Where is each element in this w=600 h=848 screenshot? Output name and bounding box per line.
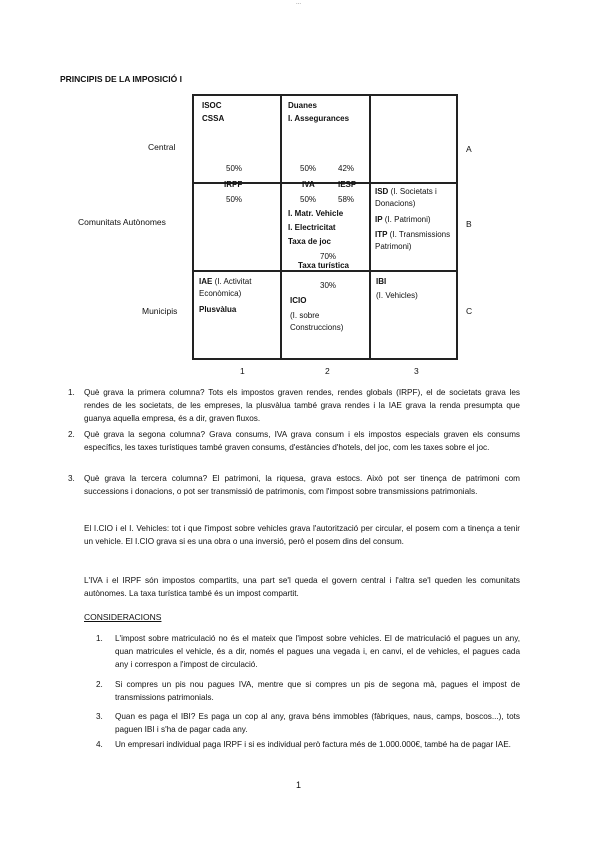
cell-b2-matr-vehicle: I. Matr. Vehicle (288, 209, 344, 218)
consideration-number: 4. (96, 740, 103, 749)
consideration-text: L'impost sobre matriculació no és el mateix que l'impost sobre vehicles. El de matriculació el pagues un any, quan matricules el vehicle, és a dir, només el pagues una vegada i, en canvi, el de vehicles, el pagues cada any i correspon a l'impost de circulació. (115, 634, 520, 669)
row-letter-c: C (466, 306, 473, 316)
cell-b3-itp (375, 229, 455, 253)
considerations-heading: CONSIDERACIONS (84, 612, 162, 622)
cell-b1-pct: 50% (226, 195, 243, 204)
cell-a2-pct2: 42% (338, 164, 355, 173)
tax-grid (192, 94, 458, 360)
cell-b2-iva: IVA (302, 180, 315, 189)
question-text: Què grava la primera columna? Tots els impostos graven rendes, rendes globals (IRPF), el de societats grava les rendes de les societats, de les empreses, la plusvàlua també grava rendes i la IAE grava la renda presumpta que guanya aquella empresa, és a dir, graven fluxos. (84, 388, 520, 423)
cell-c1-iae-code: IAE (199, 277, 213, 286)
question-text: Què grava la segona columna? Grava consums, IVA grava consum i els impostos especials graven els consums específics, les taxes turístiques també graven consums, d'estàncies d'hotels, del joc, com les taxes sobre el joc. (84, 430, 520, 452)
header-mark: ... (296, 0, 302, 6)
cell-b2-pct3: 70% (320, 252, 337, 261)
question-number: 2. (68, 430, 75, 439)
cell-b2-pct2: 58% (338, 195, 355, 204)
cell-c3-ibi-desc: (I. Vehicles) (376, 291, 418, 300)
consideration-text: Si compres un pis nou pagues IVA, mentre que si compres un pis de segona mà, pagues el impost de transmissions patrimonials. (115, 680, 520, 702)
consideration-number: 3. (96, 712, 103, 721)
cell-b3-itp-desc: (I. Transmissions Patrimoni) (375, 230, 451, 251)
col-number-3: 3 (414, 366, 419, 376)
cell-a2-pct1: 50% (300, 164, 317, 173)
cell-b3-isd (375, 186, 455, 210)
cell-a2-duanes: Duanes (288, 101, 317, 110)
cell-c3-ibi: IBI (376, 277, 387, 286)
page-title: PRINCIPIS DE LA IMPOSICIÓ I (60, 74, 183, 84)
consideration-number: 1. (96, 634, 103, 643)
row-label-central: Central (148, 142, 176, 152)
cell-a1-isoc: ISOC (202, 101, 222, 110)
consideration-text: Un empresari individual paga IRPF i si es individual però factura més de 1.000.000€, també ha de pagar IAE. (115, 740, 511, 749)
cell-c2-pct4: 30% (320, 281, 337, 290)
cell-b2-pct1: 50% (300, 195, 317, 204)
row-letter-a: A (466, 144, 472, 154)
cell-b2-iesp: IESP (338, 180, 357, 189)
col-number-2: 2 (325, 366, 330, 376)
col-number-1: 1 (240, 366, 245, 376)
cell-b3-ip-desc: (I. Patrimoni) (382, 215, 431, 224)
cell-b3-itp-code: ITP (375, 230, 388, 239)
cell-b3-isd-code: ISD (375, 187, 389, 196)
cell-c1-plusvalua: Plusvàlua (199, 305, 237, 314)
cell-b3-ip-code: IP (375, 215, 383, 224)
grid-vline-2 (369, 96, 371, 358)
row-label-ccaa: Comunitats Autònomes (78, 217, 166, 227)
cell-b2-electricitat: I. Electricitat (288, 223, 336, 232)
row-letter-b: B (466, 219, 472, 229)
cell-b3-ip (375, 214, 455, 226)
cell-b2-taxa-joc: Taxa de joc (288, 237, 331, 246)
paragraph-icio-vehicles: El I.CIO i el I. Vehicles: tot i que l'impost sobre vehicles grava l'autorització per circular, el posem com a tinença a tenir un vehicle. El I.CIO grava si es una obra o una inversió, però el posem dins del consum. (84, 524, 520, 546)
grid-vline-1 (280, 96, 282, 358)
cell-c2-icio: ICIO (290, 296, 307, 305)
row-label-municipis: Municipis (142, 306, 178, 316)
paragraph-shared-taxes: L'IVA i el IRPF són impostos compartits, una part se'l queda el govern central i l'altra se'l queden les comunitats autònomes. La taxa turística també és un impost compartit. (84, 576, 520, 598)
cell-a2-assegurances: I. Assegurances (288, 114, 350, 123)
cell-b3-isd-desc: (I. Societats i Donacions) (375, 187, 437, 208)
page-number: 1 (296, 780, 302, 790)
cell-c1-iae (199, 276, 277, 300)
question-number: 1. (68, 388, 75, 397)
question-number: 3. (68, 474, 75, 483)
cell-a1-cssa: CSSA (202, 114, 225, 123)
consideration-text: Quan es paga el IBI? Es paga un cop al any, grava béns immobles (fàbriques, naus, camps, boscos...), tots paguen IBI i s'ha de pagar cada any. (115, 712, 520, 734)
consideration-number: 2. (96, 680, 103, 689)
cell-c2-icio-desc: (I. sobre Construccions) (290, 311, 344, 332)
cell-b1-irpf: IRPF (224, 180, 243, 189)
cell-c1-iae-desc: (I. Activitat Econòmica) (199, 277, 252, 298)
cell-b2-taxa-turistica: Taxa turística (298, 261, 349, 270)
question-text: Què grava la tercera columna? El patrimoni, la riquesa, grava estocs. Això pot ser tinença de patrimoni com successions i donacions, o pot ser transmissió de patrimonis, com l'impost sobre transmissions patrimonials. (84, 474, 520, 496)
cell-a1-pct: 50% (226, 164, 243, 173)
